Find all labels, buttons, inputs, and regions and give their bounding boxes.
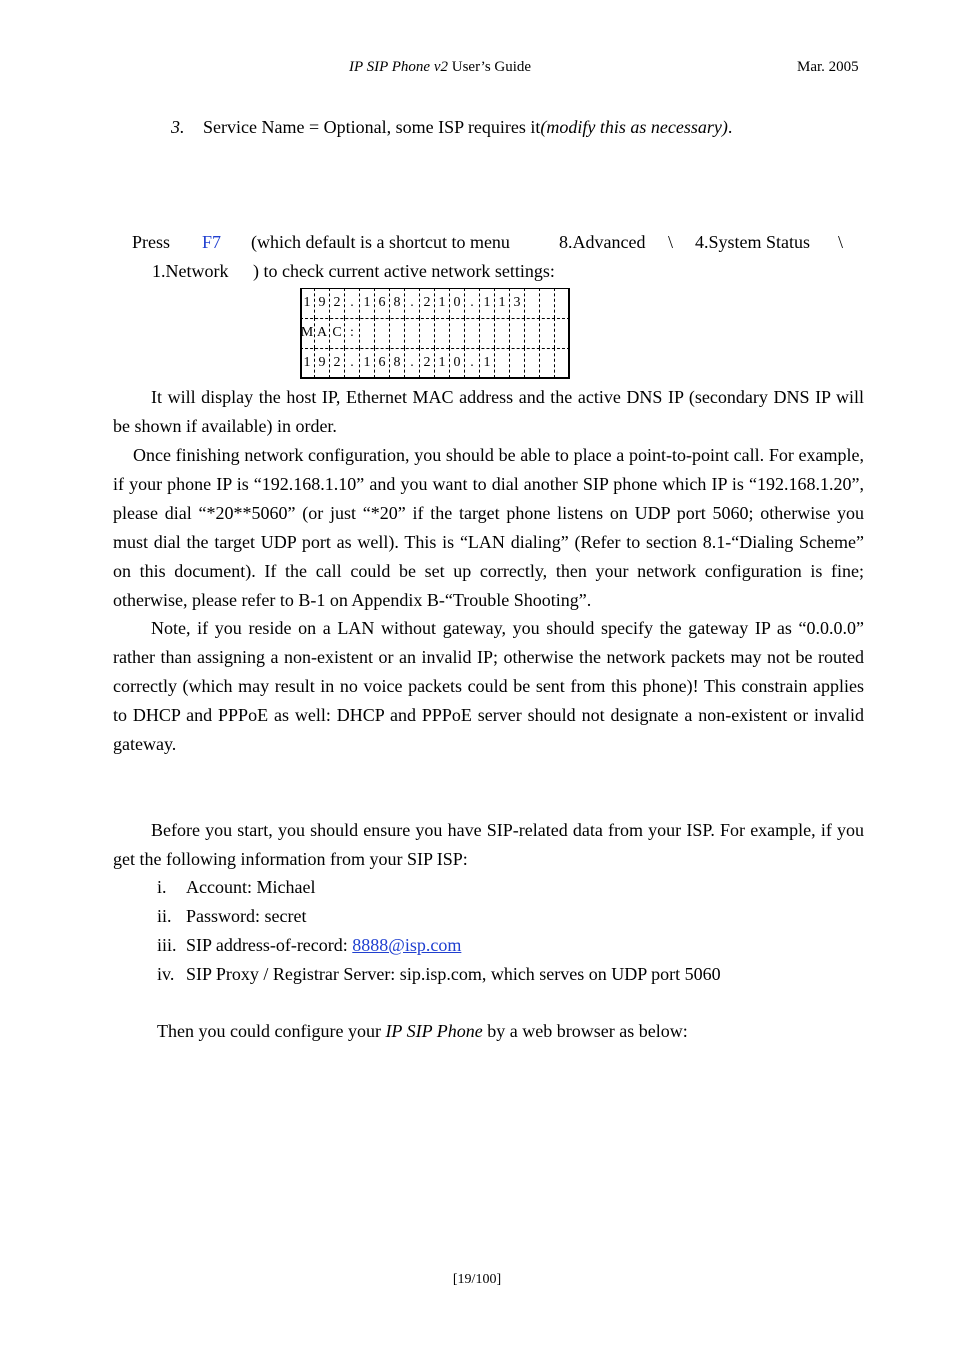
list-num-iv: iv. bbox=[157, 964, 175, 984]
lcd-divider bbox=[300, 348, 570, 349]
lcd-cell: 0 bbox=[450, 348, 465, 378]
lcd-cell bbox=[540, 318, 555, 348]
lcd-cell bbox=[540, 348, 555, 378]
press-label: Press bbox=[132, 232, 171, 252]
lcd-row-host-ip bbox=[300, 288, 570, 318]
lcd-cell: . bbox=[465, 348, 480, 378]
menu-separator-2: \ bbox=[838, 232, 844, 252]
page-header-title bbox=[349, 59, 531, 76]
email-link[interactable]: 8888@isp.com bbox=[352, 935, 462, 955]
lcd-cell bbox=[495, 348, 510, 378]
lcd-cell: 1 bbox=[360, 288, 375, 318]
list-item-proxy: SIP Proxy / Registrar Server: sip.isp.com, which serves on UDP port 5060 bbox=[186, 964, 721, 984]
menu-advanced: 8.Advanced bbox=[559, 232, 646, 252]
lcd-cell bbox=[450, 318, 465, 348]
lcd-cell: : bbox=[345, 318, 360, 348]
press-line1: (which default is a shortcut to menu bbox=[251, 232, 510, 252]
lcd-cell bbox=[495, 318, 510, 348]
lcd-cell: 2 bbox=[330, 288, 345, 318]
lcd-cell bbox=[435, 318, 450, 348]
lcd-cell: . bbox=[405, 348, 420, 378]
lcd-cell: C bbox=[330, 318, 345, 348]
list-item-address-of-record bbox=[186, 935, 461, 956]
item-number: 3. bbox=[171, 117, 185, 137]
lcd-cell bbox=[375, 318, 390, 348]
header-title-rest: User’s Guide bbox=[448, 59, 532, 75]
lcd-cell bbox=[405, 318, 420, 348]
lcd-cell bbox=[360, 318, 375, 348]
lcd-border-left bbox=[300, 288, 302, 378]
lcd-cell: 0 bbox=[450, 288, 465, 318]
lcd-cell: 1 bbox=[480, 288, 495, 318]
lcd-border-top bbox=[300, 288, 570, 289]
lcd-cell: . bbox=[465, 288, 480, 318]
lcd-cell: M bbox=[300, 318, 315, 348]
lcd-cell: 3 bbox=[510, 288, 525, 318]
lcd-cell: 1 bbox=[480, 348, 495, 378]
paragraph-before-start: Before you start, you should ensure you have SIP-related data from your ISP. For example, if you get the following information from your SIP ISP: bbox=[113, 820, 864, 869]
lcd-cell: 9 bbox=[315, 348, 330, 378]
lcd-cell: 6 bbox=[375, 288, 390, 318]
list-item-text: SIP address-of-record: bbox=[186, 935, 353, 955]
lcd-row-dns-ip bbox=[300, 348, 570, 378]
lcd-cell: 6 bbox=[375, 348, 390, 378]
header-title-italic: IP SIP Phone v2 bbox=[349, 59, 449, 75]
lcd-cell: A bbox=[315, 318, 330, 348]
lcd-cell: . bbox=[405, 288, 420, 318]
list-num-iii: iii. bbox=[157, 935, 177, 955]
lcd-display bbox=[300, 288, 570, 378]
paragraph-gateway-note: Note, if you reside on a LAN without gateway, you should specify the gateway IP as “0.0.0.0” rather than assigning a non-existent or an invalid IP; otherwise the network packets may not be routed correctly (which may result in no voice packets could be sent from this phone)! This constrain applies to DHCP and PPPoE as well: DHCP and PPPoE server should not designate a non-existent or invalid gateway. bbox=[113, 618, 864, 754]
lcd-cell bbox=[390, 318, 405, 348]
lcd-cell: 1 bbox=[495, 288, 510, 318]
lcd-cell bbox=[420, 318, 435, 348]
lcd-cell: 1 bbox=[360, 348, 375, 378]
paragraph-point-to-point: Once finishing network configuration, you should be able to place a point-to-point call. For example, if your phone IP is “192.168.1.10” and you want to dial another SIP phone which IP is “192.168.1.20”, please dial “*20**5060” (or just “*20” if the target phone listens on UDP port 5060; otherwise you must dial the target UDP port as well). This is “LAN dialing” (Refer to section 8.1-“Dialing Scheme” on this document). If the call could be set up correctly, then your network configuration is fine; otherwise, please refer to B-1 on Appendix B-“Trouble Shooting”. bbox=[113, 445, 864, 610]
lcd-cell: 2 bbox=[330, 348, 345, 378]
lcd-cell: 2 bbox=[420, 348, 435, 378]
lcd-cell: . bbox=[345, 348, 360, 378]
press-line2: ) to check current active network settings: bbox=[253, 261, 555, 281]
key-f7: F7 bbox=[202, 232, 222, 252]
lcd-cell: 9 bbox=[315, 288, 330, 318]
menu-network: 1.Network bbox=[152, 261, 229, 281]
page-header-date: Mar. 2005 bbox=[797, 59, 859, 75]
lcd-cell bbox=[480, 318, 495, 348]
then-italic: IP SIP Phone bbox=[385, 1021, 483, 1041]
menu-separator-1: \ bbox=[668, 232, 674, 252]
item-note: (modify this as necessary) bbox=[540, 117, 728, 137]
lcd-cell bbox=[510, 318, 525, 348]
lcd-border-bottom bbox=[300, 377, 570, 379]
lcd-cell: 1 bbox=[435, 348, 450, 378]
item-text: Service Name = Optional, some ISP requires it bbox=[203, 117, 541, 137]
lcd-divider bbox=[300, 318, 570, 319]
lcd-cell: 1 bbox=[300, 348, 315, 378]
lcd-cell: 1 bbox=[300, 288, 315, 318]
page-number: [19/100] bbox=[452, 1272, 502, 1287]
lcd-cell: 8 bbox=[390, 348, 405, 378]
then-pre: Then you could configure your bbox=[157, 1021, 386, 1041]
lcd-cell bbox=[525, 318, 540, 348]
list-num-i: i. bbox=[157, 877, 167, 897]
lcd-cell bbox=[525, 288, 540, 318]
item-end: . bbox=[727, 117, 733, 137]
lcd-border-right bbox=[568, 288, 570, 378]
paragraph-then-configure bbox=[157, 1021, 688, 1042]
lcd-cell bbox=[465, 318, 480, 348]
lcd-cell bbox=[525, 348, 540, 378]
then-post: by a web browser as below: bbox=[482, 1021, 688, 1041]
menu-system-status: 4.System Status bbox=[695, 232, 811, 252]
lcd-cell: . bbox=[345, 288, 360, 318]
lcd-cell bbox=[510, 348, 525, 378]
lcd-cell: 2 bbox=[420, 288, 435, 318]
lcd-cell bbox=[540, 288, 555, 318]
list-item-password: Password: secret bbox=[186, 906, 307, 926]
list-item-account: Account: Michael bbox=[186, 877, 316, 897]
list-item-3 bbox=[171, 117, 732, 138]
lcd-row-mac bbox=[300, 318, 570, 348]
paragraph-display-info: It will display the host IP, Ethernet MAC address and the active DNS IP (secondary DNS IP will be shown if available) in order. bbox=[113, 387, 864, 436]
list-num-ii: ii. bbox=[157, 906, 172, 926]
lcd-cell: 1 bbox=[435, 288, 450, 318]
lcd-cell: 8 bbox=[390, 288, 405, 318]
